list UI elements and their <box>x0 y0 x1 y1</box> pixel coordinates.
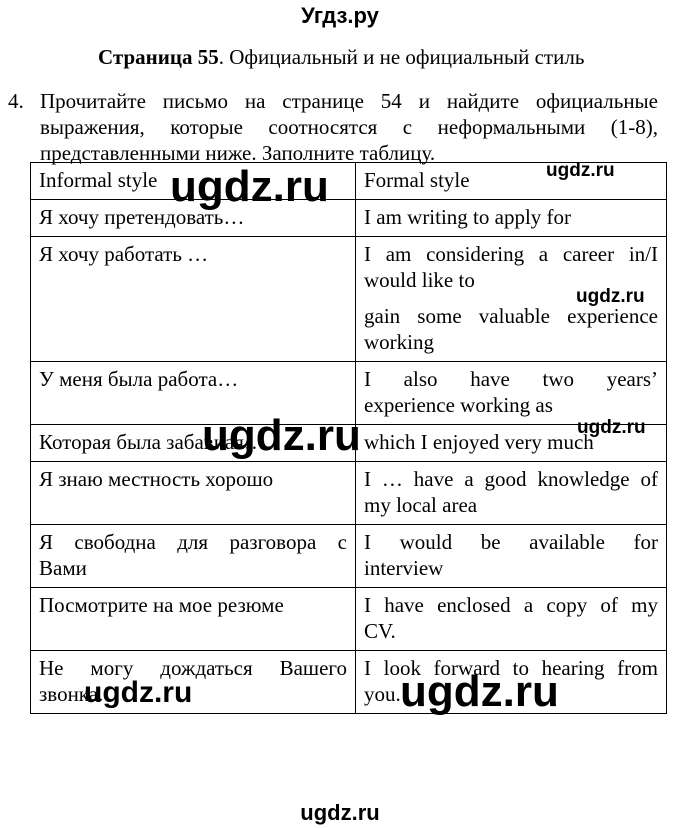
table-row <box>31 237 667 362</box>
formal-cell <box>356 362 667 425</box>
formal-text: CV. <box>364 619 396 643</box>
formal-text: which I enjoyed very much <box>364 430 594 454</box>
informal-text: У меня была работа… <box>39 367 239 391</box>
formal-text: I have enclosed a copy of my <box>364 593 658 617</box>
informal-cell <box>31 462 356 525</box>
informal-text: Я хочу претендовать… <box>39 205 245 229</box>
formal-cell <box>356 588 667 651</box>
formal-text: I would be available for <box>364 530 658 554</box>
informal-cell <box>31 588 356 651</box>
informal-cell <box>31 525 356 588</box>
informal-text: Я свободна для разговора с <box>39 530 347 554</box>
watermark: ugdz.ru <box>170 162 329 211</box>
task-number: 4. <box>8 89 24 113</box>
footer-watermark: ugdz.ru <box>300 800 380 825</box>
header-formal <box>356 160 667 200</box>
formal-text: I … have a good knowledge of <box>364 467 658 491</box>
formal-text: I also have two years’ <box>364 367 658 391</box>
formal-text: I am considering a career in/I <box>364 242 658 266</box>
informal-text: Которая была забавная… <box>39 430 265 454</box>
table-row <box>31 588 667 651</box>
watermark: ugdz.ru <box>577 417 646 438</box>
formal-text: gain some valuable experience <box>364 304 658 328</box>
formal-text: would like to <box>364 268 475 292</box>
formal-text: experience working as <box>364 393 553 417</box>
table-row <box>31 525 667 588</box>
task-line: Прочитайте письмо на странице 54 и найдите официальные <box>40 89 658 113</box>
page-label: Страница 55 <box>98 45 219 69</box>
informal-text: Я хочу работать … <box>39 242 209 266</box>
table-row <box>31 200 667 237</box>
header-formal-label: Formal style <box>364 168 470 192</box>
formal-text: I look forward to hearing from <box>364 656 658 680</box>
informal-cell <box>31 651 356 714</box>
informal-text: Посмотрите на мое резюме <box>39 593 284 617</box>
formal-cell <box>356 462 667 525</box>
formal-text: working <box>364 330 434 354</box>
watermark: ugdz.ru <box>546 160 615 181</box>
formal-cell <box>356 200 667 237</box>
task-line: выражения, которые соотносятся с неформальными (1-8), <box>40 115 658 139</box>
site-title: Угдз.ру <box>301 3 379 28</box>
watermark: ugdz.ru <box>202 411 361 460</box>
formal-text: my local area <box>364 493 478 517</box>
page-subtitle: . Официальный и не официальный стиль <box>218 45 585 69</box>
header-informal-label: Informal style <box>39 168 158 192</box>
informal-text: Не могу дождаться Вашего <box>39 656 347 680</box>
formal-cell <box>356 525 667 588</box>
formal-text: you. <box>364 682 401 706</box>
informal-text: звонка. <box>39 682 104 706</box>
formal-text: interview <box>364 556 444 580</box>
formal-text: I am writing to apply for <box>364 205 572 229</box>
informal-cell <box>31 237 356 362</box>
watermark: ugdz.ru <box>576 286 645 307</box>
watermark: ugdz.ru <box>400 667 559 716</box>
table-row <box>31 462 667 525</box>
informal-text: Вами <box>39 556 87 580</box>
informal-text: Я знаю местность хорошо <box>39 467 274 491</box>
watermark: ugdz.ru <box>84 676 193 709</box>
task-line: представленными ниже. Заполните таблицу. <box>40 141 436 165</box>
task-text <box>40 88 658 166</box>
page-heading <box>98 44 584 70</box>
